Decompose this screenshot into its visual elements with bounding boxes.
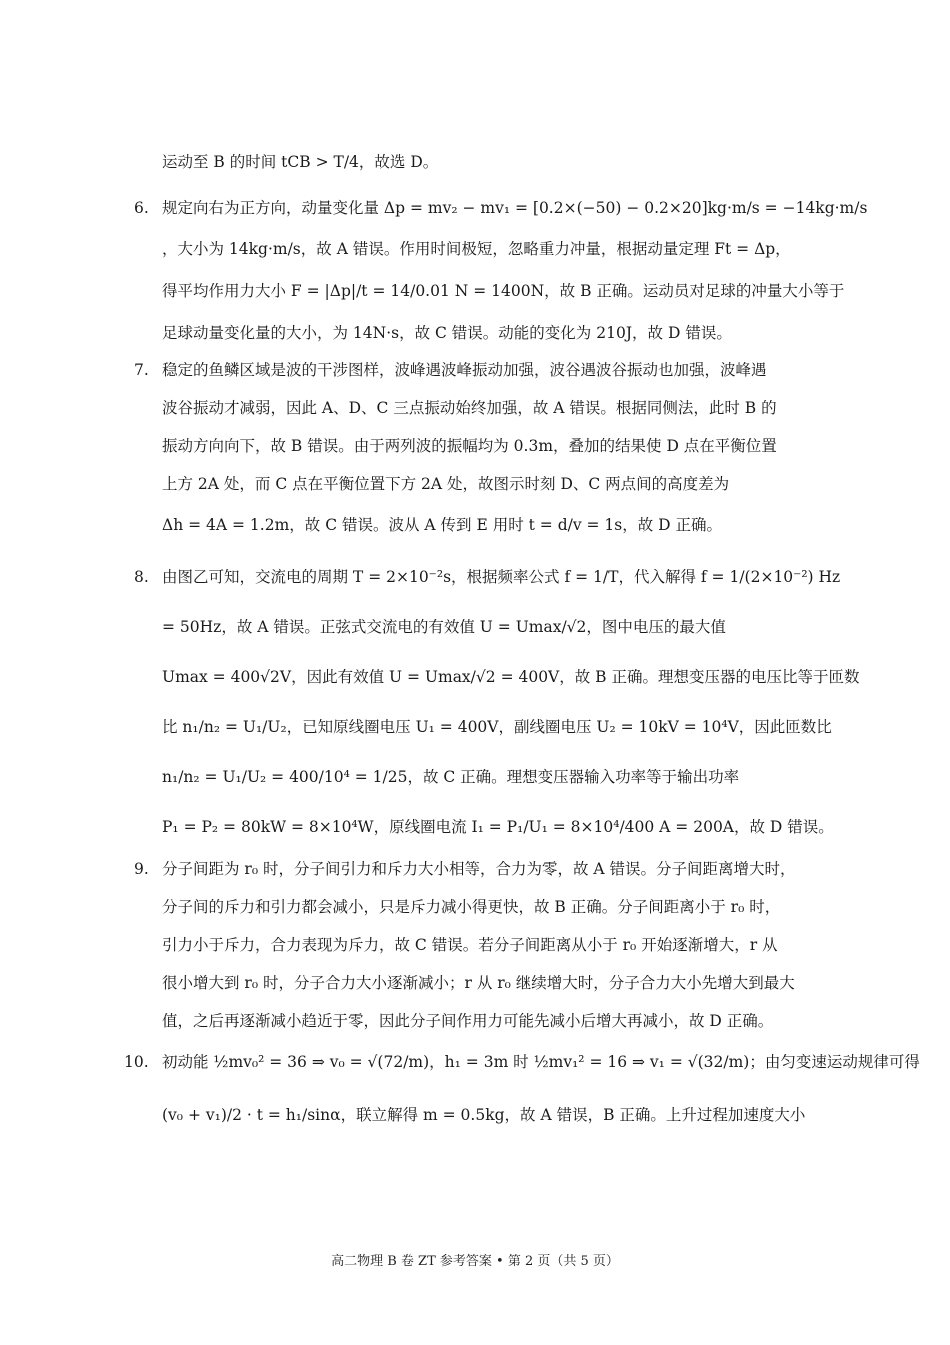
text-line: 足球动量变化量的大小，为 14N·s，故 C 错误。动能的变化为 210J，故 D 错误。 <box>162 324 732 342</box>
text-line: (v₀ + v₁)/2 · t = h₁/sinα，联立解得 m = 0.5kg，故 A 错误，B 正确。上升过程加速度大小 <box>162 1106 806 1124</box>
question-number: 10. <box>124 1053 149 1071</box>
text-line: 很小增大到 r₀ 时，分子合力大小逐渐减小；r 从 r₀ 继续增大时，分子合力大小先增大到最大 <box>162 974 795 992</box>
question-number: 9. <box>134 860 149 878</box>
text-line: 运动至 B 的时间 tCB > T/4，故选 D。 <box>162 153 439 171</box>
text-line: 值，之后再逐渐减小趋近于零，因此分子间作用力可能先减小后增大再减小，故 D 正确。 <box>162 1012 774 1030</box>
text-line: P₁ = P₂ = 80kW = 8×10⁴W，原线圈电流 I₁ = P₁/U₁ = 8×10⁴/400 A = 200A，故 D 错误。 <box>162 818 834 836</box>
text-line: 稳定的鱼鳞区域是波的干涉图样，波峰遇波峰振动加强，波谷遇波谷振动也加强，波峰遇 <box>162 361 767 379</box>
page-footer: 高二物理 B 卷 ZT 参考答案 • 第 2 页（共 5 页） <box>331 1254 619 1269</box>
text-line: Δh = 4A = 1.2m，故 C 错误。波从 A 传到 E 用时 t = d/v = 1s，故 D 正确。 <box>162 516 723 534</box>
text-line: 分子间的斥力和引力都会减小，只是斥力减小得更快，故 B 正确。分子间距离小于 r₀ 时， <box>162 898 781 916</box>
text-line: 振动方向向下，故 B 错误。由于两列波的振幅均为 0.3m，叠加的结果使 D 点在平衡位置 <box>162 437 777 455</box>
text-line: Umax = 400√2V，因此有效值 U = Umax/√2 = 400V，故 B 正确。理想变压器的电压比等于匝数 <box>162 668 860 686</box>
text-line: 波谷振动才减弱，因此 A、D、C 三点振动始终加强，故 A 错误。根据同侧法，此时 B 的 <box>162 399 777 417</box>
question-number: 6. <box>134 199 149 217</box>
text-line: 分子间距为 r₀ 时，分子间引力和斥力大小相等，合力为零，故 A 错误。分子间距离增大时， <box>162 860 796 878</box>
text-line: n₁/n₂ = U₁/U₂ = 400/10⁴ = 1/25，故 C 正确。理想变压器输入功率等于输出功率 <box>162 768 740 786</box>
text-line: 引力小于斥力，合力表现为斥力，故 C 错误。若分子间距离从小于 r₀ 开始逐渐增大，r 从 <box>162 936 778 954</box>
text-line: 初动能 ½mv₀² = 36 ⇒ v₀ = √(72/m)，h₁ = 3m 时 ½mv₁² = 16 ⇒ v₁ = √(32/m)；由匀变速运动规律可得 <box>162 1053 920 1071</box>
question-number: 7. <box>134 361 149 379</box>
text-line: 由图乙可知，交流电的周期 T = 2×10⁻²s，根据频率公式 f = 1/T，代入解得 f = 1/(2×10⁻²) Hz <box>162 568 841 586</box>
text-line: 比 n₁/n₂ = U₁/U₂，已知原线圈电压 U₁ = 400V，副线圈电压 U₂ = 10kV = 10⁴V，因此匝数比 <box>162 718 832 736</box>
text-line: ，大小为 14kg·m/s，故 A 错误。作用时间极短，忽略重力冲量，根据动量定理 Ft = Δp， <box>162 240 791 258</box>
question-number: 8. <box>134 568 149 586</box>
text-line: = 50Hz，故 A 错误。正弦式交流电的有效值 U = Umax/√2，图中电压的最大值 <box>162 618 726 636</box>
text-line: 上方 2A 处，而 C 点在平衡位置下方 2A 处，故图示时刻 D、C 两点间的高度差为 <box>162 475 730 493</box>
text-line: 得平均作用力大小 F = |Δp|/t = 14/0.01 N = 1400N，故 B 正确。运动员对足球的冲量大小等于 <box>162 282 845 300</box>
text-line: 规定向右为正方向，动量变化量 Δp = mv₂ − mv₁ = [0.2×(−50) − 0.2×20]kg·m/s = −14kg·m/s <box>162 199 868 217</box>
